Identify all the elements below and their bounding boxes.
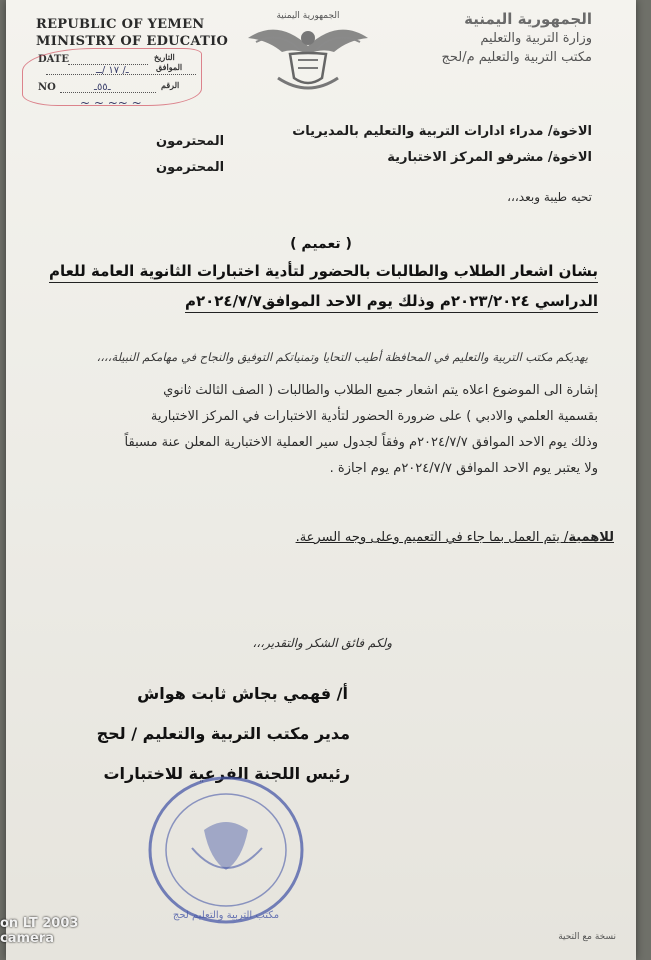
camera-watermark-line1: on LT 2003 [0,916,79,931]
emblem-caption: الجمهورية اليمنية [276,11,340,21]
addressee-1: الاخوة/ مدراء ادارات التربية والتعليم بالمديريات [292,124,592,139]
body-line-3: وذلك يوم الاحد الموافق ٢٠٢٤/٧/٧م وفقاً لجدول سير العملية الاختبارية المعلن عنة مسبقاً [124,435,598,450]
honorific-1: المحترمون [156,134,225,149]
importance-line [296,530,614,545]
header-ar-line1: الجمهورية اليمنية [464,10,592,28]
header-arabic [441,10,592,67]
circular-title: ( تعميم ) [290,236,352,252]
header-ar-line3: مكتب التربية والتعليم م/لحج [441,50,592,65]
importance-text: / يتم العمل بما جاء في التعميم وعلى وجه السرعة. [295,530,569,545]
yemen-eagle-emblem-icon [238,8,378,96]
body-line-4: ولا يعتبر يوم الاحد الموافق ٢٠٢٤/٧/٧م يوم اجازة . [329,461,598,476]
date-handwriting: ـ/ ١٧ /ــ [96,65,129,76]
number-handwriting: ـ٥٥ـ [94,82,111,93]
addressee-2: الاخوة/ مشرفو المركز الاختبارية [387,150,592,165]
greeting: تحيه طيبة وبعد،،، [507,190,592,204]
importance-label: للاهمية [568,530,614,545]
date-label-ar: التاريخ [154,52,175,62]
signatory-name: أ/ فهمي بجاش ثابت هواش [137,684,348,703]
body-line-2: بقسمية العلمي والادبي ) على ضرورة الحضور لتأدية الاختبارات في المركز الاختبارية [150,409,598,424]
subject-line-1: بشان اشعار الطلاب والطالبات بالحضور لتأدية اختبارات الثانوية العامة للعام [49,262,598,283]
header-en-line1: REPUBLIC OF YEMEN [36,17,205,32]
document-paper [6,0,636,960]
intro-line: يهديكم مكتب التربية والتعليم في المحافظة أطيب التحايا وتمنياتكم التوفيق والنجاح في مهامكم النبيلة،،،، [96,350,588,364]
signatory-title-1: مدير مكتب التربية والتعليم / لحج [96,724,350,743]
no-label: NO [38,82,56,93]
date-number-box [36,52,206,110]
subject-line-2: الدراسي ٢٠٢٣/٢٠٢٤م وذلك يوم الاحد الموافق٢٠٢٤/٧/٧م [185,292,598,313]
thanks-line: ولكم فائق الشكر والتقدير،،، [252,636,392,650]
body-line-1: إشارة الى الموضوع اعلاه يتم اشعار جميع الطلاب والطالبات ( الصف الثالث ثانوي [163,383,598,398]
header-en-line2: MINISTRY OF EDUCATIO [36,34,229,49]
body-paragraph [125,378,598,482]
corner-note: نسخة مع التحية [558,932,616,942]
no-label-ar: الرقم [161,80,180,90]
honorific-2: المحترمون [156,160,225,175]
camera-watermark [0,916,78,946]
header-ar-line2: وزارة التربية والتعليم [480,31,592,46]
date-label-ar-2: الموافق [156,62,183,72]
official-stamp-icon [146,768,311,928]
date-label: DATE [38,54,69,65]
camera-watermark-line2: camera [0,931,55,946]
stamp-caption: مكتب التربية والتعليم لحج [172,910,280,921]
header-english [36,16,228,50]
handwritten-initials: ~ ~ ~~ ~ [80,96,142,110]
signatory-title-2: رئيس اللجنة الفرعية للاختبارات [103,764,350,783]
